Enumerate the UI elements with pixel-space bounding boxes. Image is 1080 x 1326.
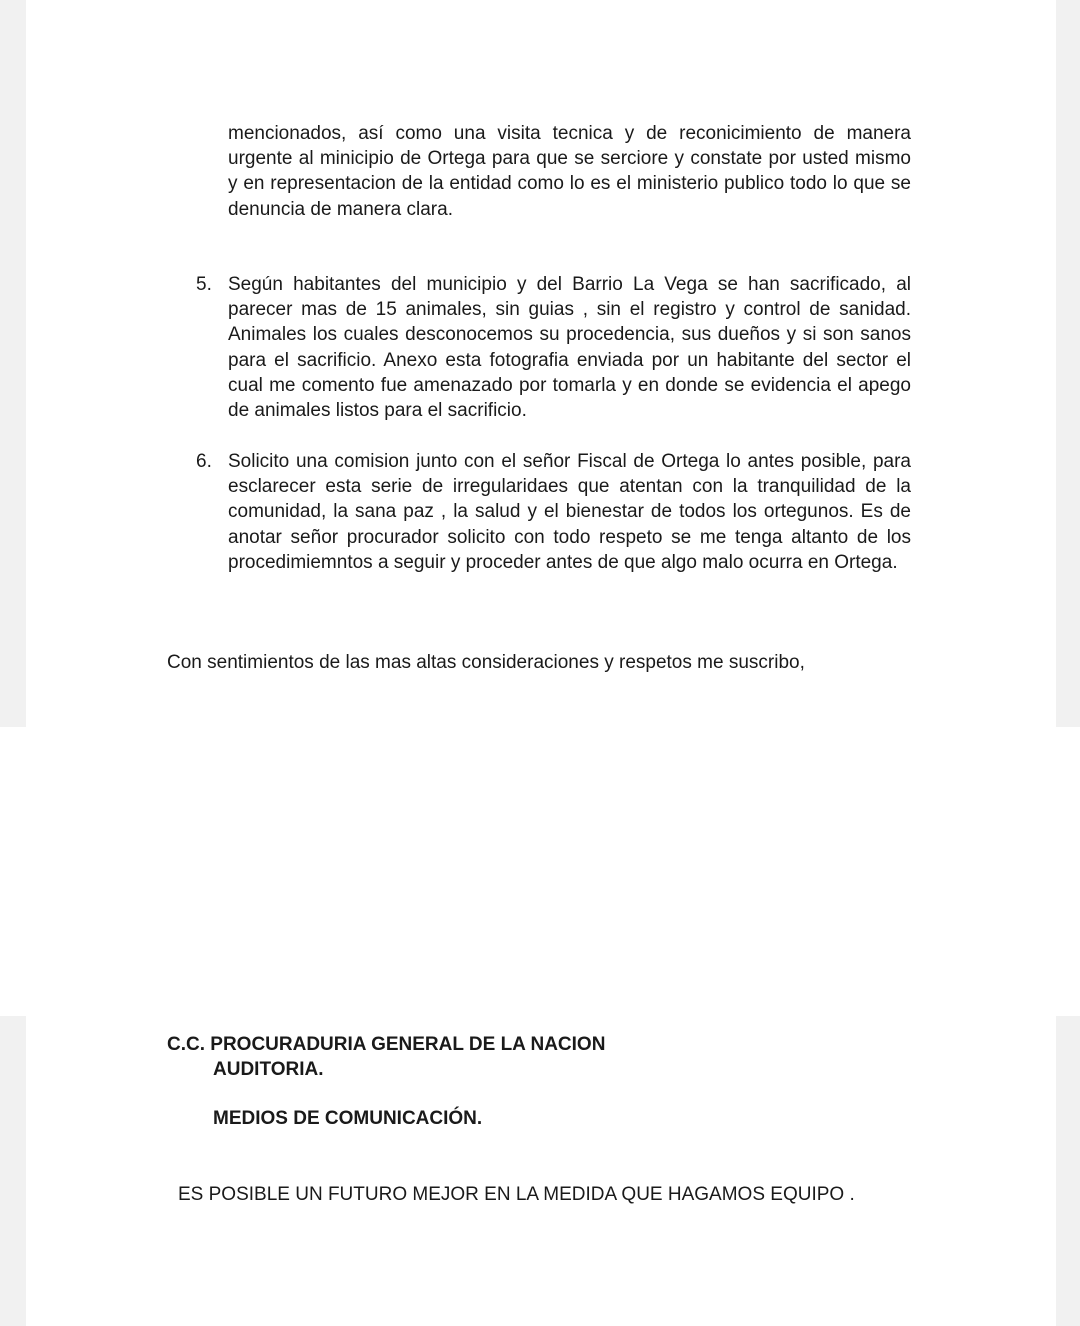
- list-item-number: 5.: [196, 274, 212, 295]
- list-item-number: 6.: [196, 451, 212, 472]
- page-bottom-sheet: [26, 1016, 1056, 1326]
- copy-recipient-medios: MEDIOS DE COMUNICACIÓN.: [213, 1108, 483, 1129]
- copy-recipient-auditoria: AUDITORIA.: [213, 1059, 324, 1080]
- motto-line: ES POSIBLE UN FUTURO MEJOR EN LA MEDIDA QUE HAGAMOS EQUIPO .: [178, 1184, 855, 1205]
- list-item-text: Según habitantes del municipio y del Barrio La Vega se han sacrificado, al parecer mas de 15 animales, sin guias , sin el registro y control de sanidad. Animales los cuales desconocemos su procedencia, sus dueños y si son sanos para el sacrificio. Anexo esta fotografia enviada por un habitante del sector el cual me comento fue amenazado por tomarla y en donde se evidencia el apego de animales listos para el sacrificio.: [228, 274, 911, 422]
- copy-recipient-procuraduria: C.C. PROCURADURIA GENERAL DE LA NACION: [167, 1034, 606, 1055]
- continuation-paragraph: mencionados, así como una visita tecnica y de reconicimiento de manera urgente al minicipio de Ortega para que se serciore y constate por usted mismo y en representacion de la entidad como lo es el ministerio publico todo lo que se denuncia de manera clara.: [228, 123, 911, 220]
- closing-line: Con sentimientos de las mas altas consideraciones y respetos me suscribo,: [167, 652, 805, 673]
- list-item-text: Solicito una comision junto con el señor Fiscal de Ortega lo antes posible, para esclarecer esta serie de irregularidaes que atentan con la tranquilidad de la comunidad, la sana paz , la salud y el bienestar de todos los ortegunos. Es de anotar señor procurador solicito con todo respeto se me tenga altanto de los procedimiemntos a seguir y proceder antes de que algo malo ocurra en Ortega.: [228, 451, 911, 573]
- blank-gap: [0, 727, 1080, 1016]
